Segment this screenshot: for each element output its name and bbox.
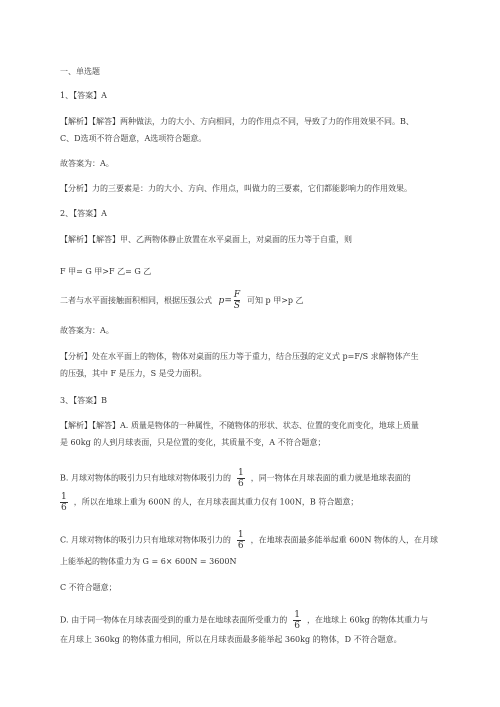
formula-eq: = xyxy=(224,296,232,306)
fraction-one-sixth xyxy=(293,610,301,631)
q3-option-c-line-3: C 不符合题意； xyxy=(60,583,117,592)
fraction-one-sixth xyxy=(237,468,245,489)
q3-d-pre: D. 由于同一物体在月球表面受到的重力是在地球表面所受重力的 xyxy=(60,615,288,625)
q2-equation-force: F 甲= G 甲>F 乙= G 乙 xyxy=(60,267,152,276)
q3-option-d-line-1 xyxy=(60,610,428,631)
formula-numerator: F xyxy=(233,290,241,300)
formula-fraction xyxy=(234,290,240,311)
q3-b-pre: B. 月球对物体的吸引力只有地球对物体吸引力的 xyxy=(60,473,231,483)
q1-fenxi: 【分析】力的三要素是：力的大小、方向、作用点，叫做力的三要素，它们都能影响力的作用效果。 xyxy=(60,184,412,193)
q3-b-post: ，同一物体在月球表面的重力就是地球表面的 xyxy=(250,473,411,483)
q3-option-a-line-2: 是 60kg 的人到月球表面，只是位置的变化，其质量不变，A 不符合题意； xyxy=(60,438,326,447)
q3-option-d-line-2: 在月球上 360kg 的物体重力相同，所以在月球表面最多能举起 360kg 的物体，D 不符合题意。 xyxy=(60,635,402,644)
q1-answer: 1、【答案】A xyxy=(60,91,107,100)
q1-analysis-line-2: C、D选项不符合题意，A选项符合题意。 xyxy=(60,134,207,143)
q3-c-post: ，在地球表面最多能举起重 600N 物体的人，在月球 xyxy=(250,535,439,545)
fraction-one-sixth xyxy=(60,492,68,513)
q1-analysis-line-1: 【解析】【解答】两种做法，力的大小、方向相同，力的作用点不同，导致了力的作用效果不同。B、 xyxy=(60,117,414,126)
q2-pressure-pre: 二者与水平面接触面积相同，根据压强公式 xyxy=(60,296,212,305)
q2-fenxi-line-2: 的压强，其中 F 是压力，S 是受力面积。 xyxy=(60,369,207,378)
q3-b2-post: ，所以在地球上重为 600N 的人，在月球表面其重力仅有 100N，B 符合题意； xyxy=(73,497,359,507)
q3-answer: 3、【答案】B xyxy=(60,396,107,405)
q3-option-b-line-2 xyxy=(60,492,358,513)
q2-pressure-post: 可知 p 甲>p 乙 xyxy=(246,296,304,305)
q3-option-b-line-1 xyxy=(60,468,411,489)
fraction-one-sixth xyxy=(237,530,245,551)
q3-option-c-line-1 xyxy=(60,530,438,551)
fraction-denominator: 6 xyxy=(237,479,244,489)
section-title: 一、单选题 xyxy=(60,67,100,76)
fraction-numerator: 1 xyxy=(61,492,67,502)
fraction-denominator: 6 xyxy=(237,541,244,551)
q2-answer: 2、【答案】A xyxy=(60,209,107,218)
q2-conclusion: 故答案为：A。 xyxy=(60,326,114,335)
q2-fenxi-line-1: 【分析】处在水平面上的物体，物体对桌面的压力等于重力，结合压强的定义式 p=F/S 求解物体产生 xyxy=(60,352,419,361)
pressure-formula xyxy=(218,290,243,311)
q3-d-post: ，在地球上 60kg 的物体其重力与 xyxy=(306,615,429,625)
q1-conclusion: 故答案为：A。 xyxy=(60,159,114,168)
fraction-denominator: 6 xyxy=(294,621,300,631)
q2-pressure-line xyxy=(60,290,304,311)
formula-denominator: S xyxy=(233,301,241,311)
fraction-numerator: 1 xyxy=(237,468,244,478)
q3-option-a-line-1: 【解析】【解答】A. 质量是物体的一种属性，不随物体的形状、状态、位置的变化而变化，地球上质量 xyxy=(60,421,419,430)
fraction-numerator: 1 xyxy=(237,530,244,540)
q3-c-pre: C. 月球对物体的吸引力只有地球对物体吸引力的 xyxy=(60,535,231,545)
fraction-denominator: 6 xyxy=(61,503,67,513)
q2-analysis: 【解析】【解答】甲、乙两物体静止放置在水平桌面上，对桌面的压力等于自重，则 xyxy=(60,235,352,244)
fraction-numerator: 1 xyxy=(294,610,300,620)
formula-p: p xyxy=(218,296,225,306)
q3-option-c-line-2: 上能举起的物体重力为 G = 6× 600N = 3600N xyxy=(60,557,237,566)
